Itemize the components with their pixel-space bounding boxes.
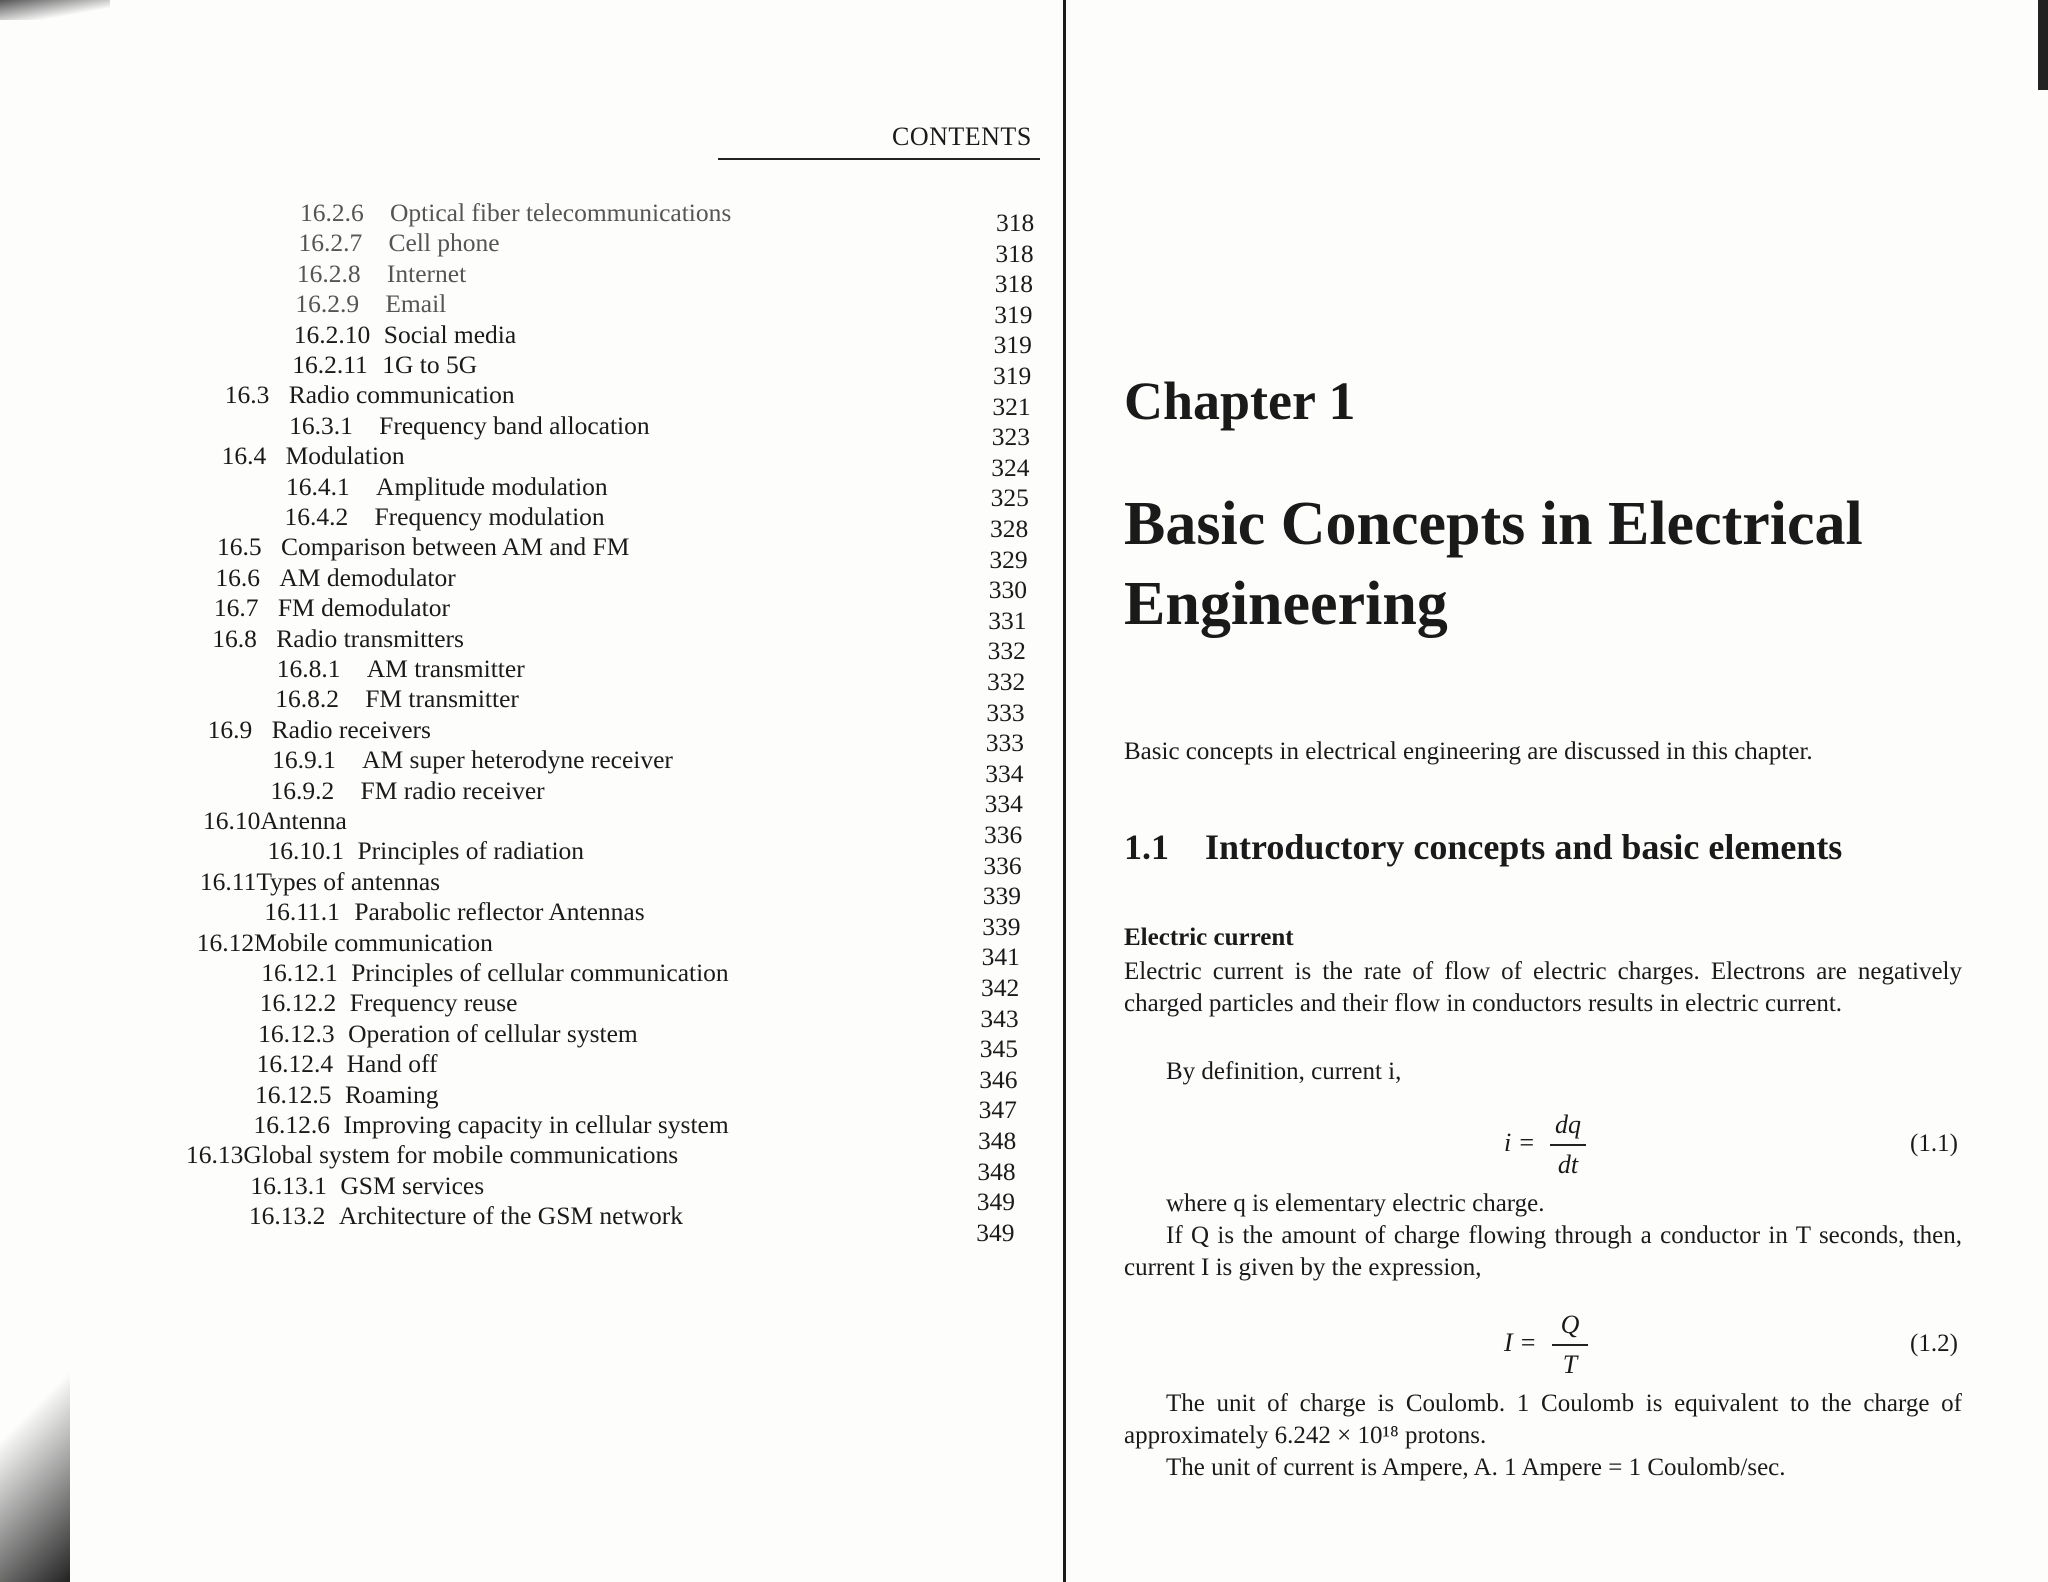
toc-page-number: 349 <box>976 1217 1015 1247</box>
toc-entry-title: Frequency band allocation <box>379 410 650 440</box>
toc-entry-number: 16.9.1 <box>272 745 336 775</box>
toc-page-number: 325 <box>990 483 1029 513</box>
toc-page-number: 334 <box>984 789 1023 819</box>
toc-page-number: 330 <box>988 575 1028 605</box>
toc-entry-title: AM super heterodyne receiver <box>362 745 673 775</box>
toc-page-number: 318 <box>994 269 1034 299</box>
toc-entry-title: Internet <box>386 258 467 288</box>
toc-entry-number: 16.4 <box>221 441 267 471</box>
toc-entry <box>300 198 731 228</box>
toc-entry <box>222 441 405 471</box>
toc-entry-title: Hand off <box>346 1049 438 1079</box>
paragraph-elementary-charge: where q is elementary electric charge. <box>1166 1190 1545 1217</box>
toc-entry-title: Principles of radiation <box>357 836 585 866</box>
toc-entry-number: 16.12.6 <box>253 1110 330 1139</box>
fraction-bar <box>1552 1344 1588 1346</box>
toc-entry-title: Frequency modulation <box>374 502 605 531</box>
toc-entry-title: Frequency reuse <box>349 988 518 1018</box>
toc-entry <box>264 897 644 927</box>
toc-entry-number: 16.9 <box>207 714 253 744</box>
toc-entry-number: 16.8.1 <box>276 654 341 683</box>
toc-page-number: 345 <box>979 1034 1019 1064</box>
toc-page-number: 339 <box>982 911 1021 941</box>
paragraph-definition: Electric current is the rate of flow of electric charges. Electrons are negatively charged particles and their flow in conductors results in electric current. <box>1124 958 1962 1017</box>
toc-page-number: 348 <box>978 1126 1017 1155</box>
equation-2-lhs: I = <box>1504 1328 1537 1357</box>
toc-entry-title: Optical fiber telecommunications <box>390 198 732 227</box>
paragraph-by-definition: By definition, current i, <box>1166 1058 1402 1085</box>
toc-entry-number: 16.8 <box>212 623 257 653</box>
toc-entry <box>260 988 518 1018</box>
section-title: Introductory concepts and basic elements <box>1205 827 1843 867</box>
toc-entry <box>250 1171 484 1201</box>
toc-entry <box>298 228 499 258</box>
toc-entry-number: 16.5 <box>216 532 262 562</box>
toc-page-number: 342 <box>981 973 1020 1002</box>
toc-page-number: 334 <box>985 758 1024 788</box>
toc-page-number: 341 <box>981 942 1020 972</box>
toc-page-number: 336 <box>983 850 1022 880</box>
toc-entry-title: Mobile communication <box>254 927 493 957</box>
toc-entry-title: Parabolic reflector Antennas <box>354 897 645 927</box>
toc-entry-title: Radio transmitters <box>276 623 464 653</box>
toc-page-number: 343 <box>980 1003 1019 1033</box>
toc-page-number: 332 <box>987 667 1026 696</box>
toc-entry <box>215 563 455 593</box>
toc-entry-title: Operation of cellular system <box>348 1018 638 1048</box>
toc-page-number: 332 <box>987 636 1026 666</box>
toc-entry-title: Architecture of the GSM network <box>338 1201 683 1231</box>
running-head-rule <box>718 158 1040 160</box>
toc-entry-title: Antenna <box>260 806 347 835</box>
toc-entry <box>200 867 440 897</box>
toc-entry-title: Cell phone <box>388 228 500 258</box>
toc-entry <box>267 836 584 866</box>
toc-entry-title: Types of antennas <box>256 866 441 896</box>
toc-page-number: 319 <box>993 330 1032 360</box>
toc-entry-title: Social media <box>383 319 517 349</box>
toc-entry-title: 1G to 5G <box>382 350 478 379</box>
page-edge-shadow <box>2038 0 2048 90</box>
toc-entry <box>297 259 466 289</box>
toc-entry <box>203 806 347 836</box>
toc-entry-title: FM transmitter <box>365 684 519 714</box>
toc-entry <box>257 1049 438 1079</box>
toc-entry <box>214 593 450 623</box>
toc-page-number: 324 <box>991 452 1030 482</box>
toc-entry <box>261 958 728 988</box>
toc-entry-title: Global system for mobile communications <box>243 1140 679 1170</box>
toc-entry-number: 16.13 <box>185 1140 244 1170</box>
toc-entry-title: Principles of cellular communication <box>351 958 729 987</box>
toc-page-number: 323 <box>991 422 1031 452</box>
toc-page-number: 333 <box>985 728 1025 758</box>
toc-entry-number: 16.13.2 <box>248 1201 326 1231</box>
toc-entry-number: 16.12.5 <box>255 1079 332 1109</box>
chapter-intro: Basic concepts in electrical engineering are discussed in this chapter. <box>1124 738 1813 765</box>
toc-entry-number: 16.2.9 <box>295 289 360 319</box>
fraction-bar <box>1550 1144 1586 1146</box>
equation-2-label: (1.2) <box>1910 1330 1958 1357</box>
toc-entry-number: 16.9.2 <box>270 775 335 805</box>
toc-entry-number: 16.11 <box>199 866 257 896</box>
toc-entry-number: 16.6 <box>215 562 261 592</box>
toc-entry <box>197 928 493 958</box>
toc-entry <box>292 350 477 380</box>
toc-entry <box>258 1019 638 1049</box>
paragraph-coulomb: The unit of charge is Coulomb. 1 Coulomb is equivalent to the charge of approximately 6.242 × 10¹⁸ protons. <box>1124 1390 1962 1449</box>
equation-1-label: (1.1) <box>1910 1130 1958 1157</box>
toc-entry <box>254 1110 729 1140</box>
toc-entry-number: 16.2.8 <box>296 258 361 288</box>
toc-entry-title: GSM services <box>340 1170 485 1200</box>
toc-entry-number: 16.4.1 <box>286 471 350 501</box>
toc-entry-title: Roaming <box>345 1079 439 1109</box>
toc-entry-number: 16.12.4 <box>256 1049 334 1079</box>
toc-entry-number: 16.4.2 <box>284 502 349 531</box>
toc-page-number: 348 <box>977 1156 1016 1186</box>
toc-entry-number: 16.10.1 <box>267 836 344 866</box>
toc-entry <box>208 715 431 745</box>
chapter-title: Basic Concepts in Electrical Engineering <box>1124 490 1863 638</box>
toc-page-number: 319 <box>994 299 1033 329</box>
toc-page-number: 339 <box>982 881 1022 911</box>
toc-entry <box>212 624 464 654</box>
section-number: 1.1 <box>1124 827 1169 867</box>
paragraph-ampere: The unit of current is Ampere, A. 1 Ampere = 1 Coulomb/sec. <box>1166 1454 1786 1481</box>
toc-entry-number: 16.3 <box>224 380 270 410</box>
toc-entry-number: 16.7 <box>213 593 259 623</box>
toc-page-number: 318 <box>995 238 1034 268</box>
toc-entry <box>186 1140 678 1170</box>
toc-entry-number: 16.2.11 <box>292 350 368 379</box>
toc-entry-number: 16.13.1 <box>250 1170 327 1200</box>
running-head: CONTENTS <box>892 122 1032 151</box>
toc-entry <box>272 745 673 775</box>
toc-entry <box>294 320 516 350</box>
toc-entry <box>289 411 650 441</box>
toc-page-number: 349 <box>976 1187 1016 1217</box>
toc-page-number: 333 <box>986 697 1025 727</box>
chapter-label: Chapter 1 <box>1124 371 1356 431</box>
equation-2-numerator: Q <box>1560 1310 1580 1339</box>
toc-entry-number: 16.8.2 <box>275 684 339 714</box>
page-corner-shadow <box>0 0 110 20</box>
section-heading <box>1124 826 1842 868</box>
toc-page-number: 321 <box>992 391 1031 421</box>
toc-entry-title: Email <box>385 289 447 319</box>
toc-page-number: 346 <box>979 1064 1018 1094</box>
toc-entry-number: 16.10 <box>203 806 261 835</box>
toc-page-number: 319 <box>993 361 1032 390</box>
toc-entry-number: 16.2.10 <box>293 319 371 349</box>
subheading-electric-current: Electric current <box>1124 924 1294 951</box>
equation-1-fraction <box>1550 1110 1586 1180</box>
toc-page-number: 331 <box>988 605 1027 635</box>
toc-page-number: 318 <box>996 208 1035 237</box>
toc-entry <box>225 380 515 410</box>
equation-1-denominator: dt <box>1557 1150 1579 1179</box>
toc-entry-number: 16.2.7 <box>298 228 363 258</box>
paragraph-charge-flow: If Q is the amount of charge flowing through a conductor in T seconds, then, current I is given by the expression, <box>1124 1222 1962 1281</box>
toc-entry-number: 16.12 <box>196 927 255 957</box>
toc-page-number: 329 <box>989 544 1028 574</box>
toc-entry <box>249 1201 683 1231</box>
toc-page-number: 336 <box>984 820 1023 849</box>
toc-entry <box>271 776 545 806</box>
toc-entry-number: 16.11.1 <box>264 897 340 927</box>
toc-entry <box>275 684 519 714</box>
toc-entry-title: FM radio receiver <box>360 775 545 805</box>
page-edge-shadow <box>0 1300 70 1582</box>
toc-entry <box>286 472 608 502</box>
toc-entry <box>285 502 605 532</box>
toc-entry-title: Radio receivers <box>271 714 431 744</box>
toc-entry-number: 16.12.2 <box>259 988 337 1018</box>
toc-entry <box>295 289 446 319</box>
toc-entry-number: 16.12.1 <box>261 958 338 987</box>
toc-entry <box>255 1080 439 1110</box>
equation-2-fraction <box>1552 1310 1588 1380</box>
equation-2-denominator: T <box>1562 1350 1578 1379</box>
toc-entry-title: Radio communication <box>288 380 515 410</box>
toc-entry-title: Improving capacity in cellular system <box>343 1110 729 1139</box>
equation-1-numerator: dq <box>1555 1110 1581 1139</box>
toc-entry-number: 16.3.1 <box>289 410 353 440</box>
toc-page-number: 328 <box>990 514 1029 543</box>
toc-entry-title: Modulation <box>285 441 405 471</box>
toc-entry-title: AM demodulator <box>279 562 456 592</box>
toc-entry-title: AM transmitter <box>366 654 525 683</box>
toc-entry-title: FM demodulator <box>277 593 450 623</box>
toc-page-number: 347 <box>978 1095 1017 1125</box>
toc-entry-number: 16.2.6 <box>300 198 364 227</box>
toc-entry <box>277 654 525 684</box>
toc-entry <box>217 532 629 562</box>
equation-1-lhs: i = <box>1504 1128 1536 1157</box>
toc-entry-number: 16.12.3 <box>258 1018 335 1048</box>
toc-entry-title: Amplitude modulation <box>376 471 608 501</box>
toc-entry-title: Comparison between AM and FM <box>280 532 630 562</box>
